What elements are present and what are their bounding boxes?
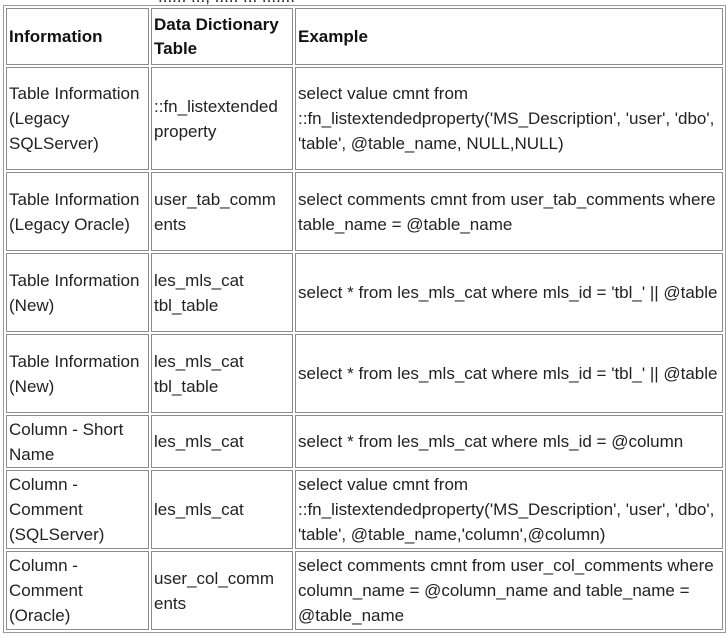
cell-information: Column - Short Name [6, 415, 149, 468]
cell-information: Column - Comment (Oracle) [6, 551, 149, 630]
cell-data-dictionary-table: user_col_comm ents [151, 551, 293, 630]
header-example: Example [295, 8, 723, 65]
cell-information: Table Information (Legacy SQLServer) [6, 67, 149, 170]
table-row [6, 334, 723, 413]
table-row [6, 172, 723, 251]
table-row [6, 415, 723, 468]
cell-data-dictionary-table: user_tab_comm ents [151, 172, 293, 251]
table-row [6, 253, 723, 332]
cell-example: select comments cmnt from user_col_comments where column_name = @column_name and table_name = @table_name [295, 551, 723, 630]
cell-example: select * from les_mls_cat where mls_id = 'tbl_' || @table [295, 253, 723, 332]
cell-information: Table Information (New) [6, 253, 149, 332]
table-row [6, 470, 723, 549]
cell-example: select value cmnt from ::fn_listextendedproperty('MS_Description', 'user', 'dbo', 'table', @table_name, NULL,NULL) [295, 67, 723, 170]
cell-example: select * from les_mls_cat where mls_id = 'tbl_' || @table [295, 334, 723, 413]
cell-information: Table Information (New) [6, 334, 149, 413]
header-information: Information [6, 8, 149, 65]
cell-information: Column - Comment (SQLServer) [6, 470, 149, 549]
cell-data-dictionary-table: ::fn_listextended property [151, 67, 293, 170]
cell-information: Table Information (Legacy Oracle) [6, 172, 149, 251]
data-dictionary-table [3, 5, 726, 633]
cell-data-dictionary-table: les_mls_cat [151, 415, 293, 468]
cell-example: select comments cmnt from user_tab_comments where table_name = @table_name [295, 172, 723, 251]
cell-data-dictionary-table: les_mls_cat tbl_table [151, 334, 293, 413]
header-data-dictionary-table: Data Dictionary Table [151, 8, 293, 65]
cell-example: select value cmnt from ::fn_listextendedproperty('MS_Description', 'user', 'dbo', 'table', @table_name,'column',@column) [295, 470, 723, 549]
table-row [6, 551, 723, 630]
table-header-row [6, 8, 723, 65]
table-row [6, 67, 723, 170]
cell-data-dictionary-table: les_mls_cat tbl_table [151, 253, 293, 332]
cell-example: select * from les_mls_cat where mls_id = @column [295, 415, 723, 468]
cell-data-dictionary-table: les_mls_cat [151, 470, 293, 549]
